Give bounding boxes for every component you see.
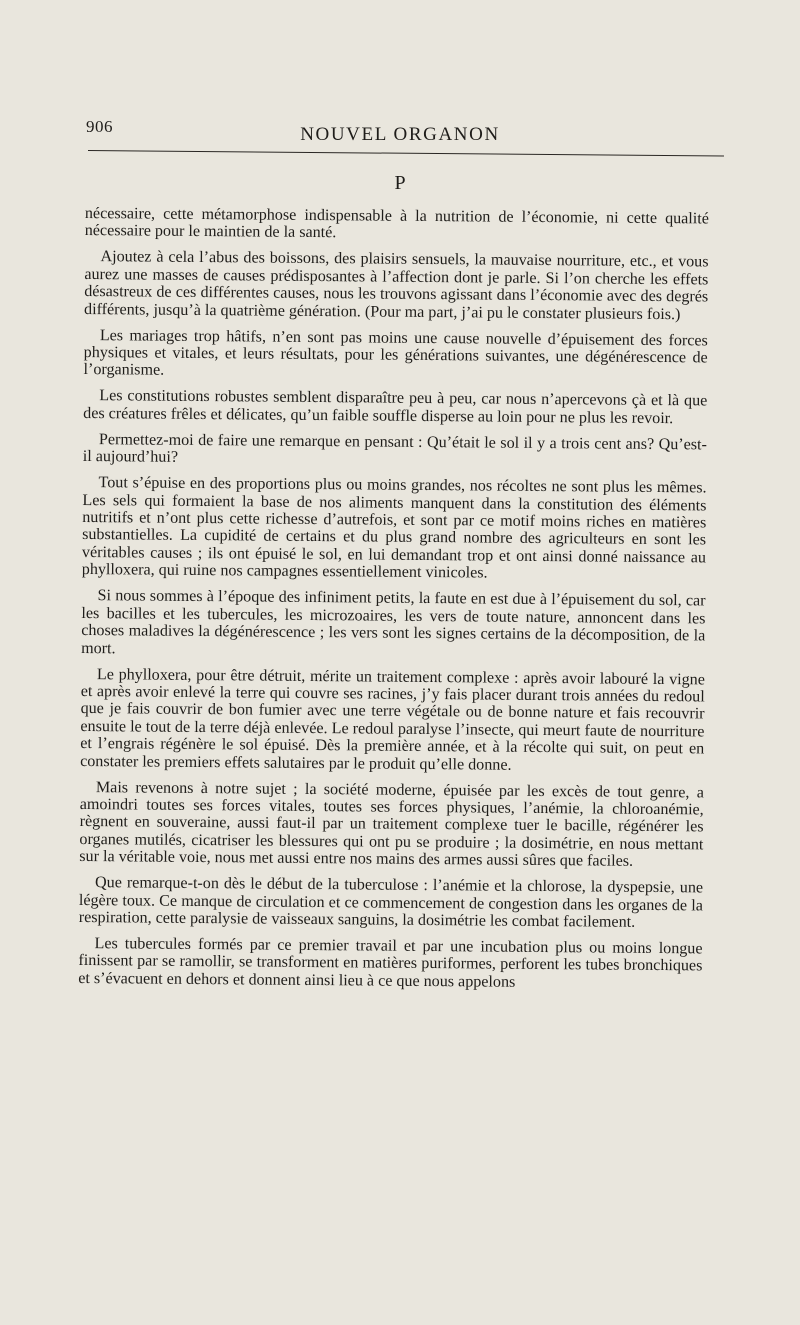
- paragraph: Le phylloxera, pour être détruit, mérite un traitement complexe : après avoir labouré la vigne et après avoir enlevé la terre qui couvre ses racines, j’y fais placer durant trois années du redoul que je fais couvrir de bon fumier avec une terre végétale ou de bonne nature et fais recouvrir ensuite le tout de la terre déjà enlevée. Le redoul paralyse l’insecte, qui meurt faute de nourriture et l’engrais régénère le sol épuisé. Dès la première année, et à la récolte qui suit, on peut en constater les premiers effets salutaires par le produit qu’elle donne.: [80, 665, 705, 774]
- paragraph: nécessaire, cette métamorphose indispensable à la nutrition de l’économie, ni cette qualité nécessaire pour le maintien de la santé.: [84, 205, 709, 242]
- paragraph: Les tubercules formés par ce premier travail et par une incubation plus ou moins longue finissent par se ramollir, se transforment en matières puriformes, perforent les tubes bronchiques et s’évacuent en dehors et donnent ainsi lieu à ce que nous appelons: [78, 935, 703, 991]
- paragraph: Les constitutions robustes semblent disparaître peu à peu, car nous n’apercevons çà et là que des créatures frêles et délicates, qu’un faible souffle disperse au loin pour ne plus les revoir.: [83, 387, 708, 427]
- paragraph: Ajoutez à cela l’abus des boissons, des plaisirs sensuels, la mauvaise nourriture, etc., et vous aurez une masses de causes prédisposantes à l’affection dont je parle. Si l’on cherche les effets désastreux de ces différentes causes, nous les trouvons agissant dans l’économie avec des degrés différents, jusqu’à la quatrième génération. (Pour ma part, j’ai pu le constater plusieurs fois.): [84, 248, 709, 323]
- paragraph: Mais revenons à notre sujet ; la société moderne, épuisée par les excès de tout genre, a amoindri toutes ses forces vitales, toutes ses forces physiques, l’anémie, la chloroanémie, règnent en souveraine, aussi faut-il par un traitement complexe tuer le bacille, régénérer les organes mutilés, cicatriser les blessures qui ont pu se produire ; la dosimétrie, en nous mettant sur la véritable voie, nous met aussi entre nos mains des armes aussi sûres que faciles.: [79, 778, 704, 870]
- paragraph: Tout s’épuise en des proportions plus ou moins grandes, nos récoltes ne sont plus les mêmes. Les sels qui formaient la base de nos aliments manquent dans la constitution des éléments nutritifs et n’ont plus cette richesse d’autrefois, et sont par ce motif moins riches en matières substantielles. La cupidité de certains et du plus grand nombre des agriculteurs en sont les véritables causes ; ils ont épuisé le sol, en lui demandant trop et ont ainsi donné naissance au phylloxera, qui ruine nos campagnes essentiellement vinicoles.: [81, 474, 707, 582]
- paragraph: Les mariages trop hâtifs, n’en sont pas moins une cause nouvelle d’épuisement des forces physiques et vitales, et leurs résultats, pour les générations suivantes, une dégénérescence de l’organisme.: [83, 326, 708, 380]
- page-number: 906: [86, 117, 113, 136]
- section-letter: P: [394, 172, 406, 194]
- paragraph: Que remarque-t-on dès le début de la tuberculose : l’anémie et la chlorose, la dyspepsie, une légère toux. Ce manque de circulation et ce commencement de congestion dans les organes de la respiration, cette paralysie de vaisseaux sanguins, la dosimétrie les combat facilement.: [78, 874, 704, 931]
- body-text: [78, 205, 709, 1001]
- paragraph: Si nous sommes à l’époque des infiniment petits, la faute en est due à l’épuisement du sol, car les bacilles et les tubercules, les microzoaires, les vers de toute nature, annoncent dans les choses maladives la dégénérescence ; les vers sont les signes certains de la décomposition, de la mort.: [81, 587, 706, 657]
- paragraph: Permettez-moi de faire une remarque en pensant : Qu’était le sol il y a trois cent ans? Qu’est-il aujourd’hui?: [82, 430, 708, 467]
- header-rule: [88, 150, 724, 157]
- running-title: NOUVEL ORGANON: [300, 124, 500, 145]
